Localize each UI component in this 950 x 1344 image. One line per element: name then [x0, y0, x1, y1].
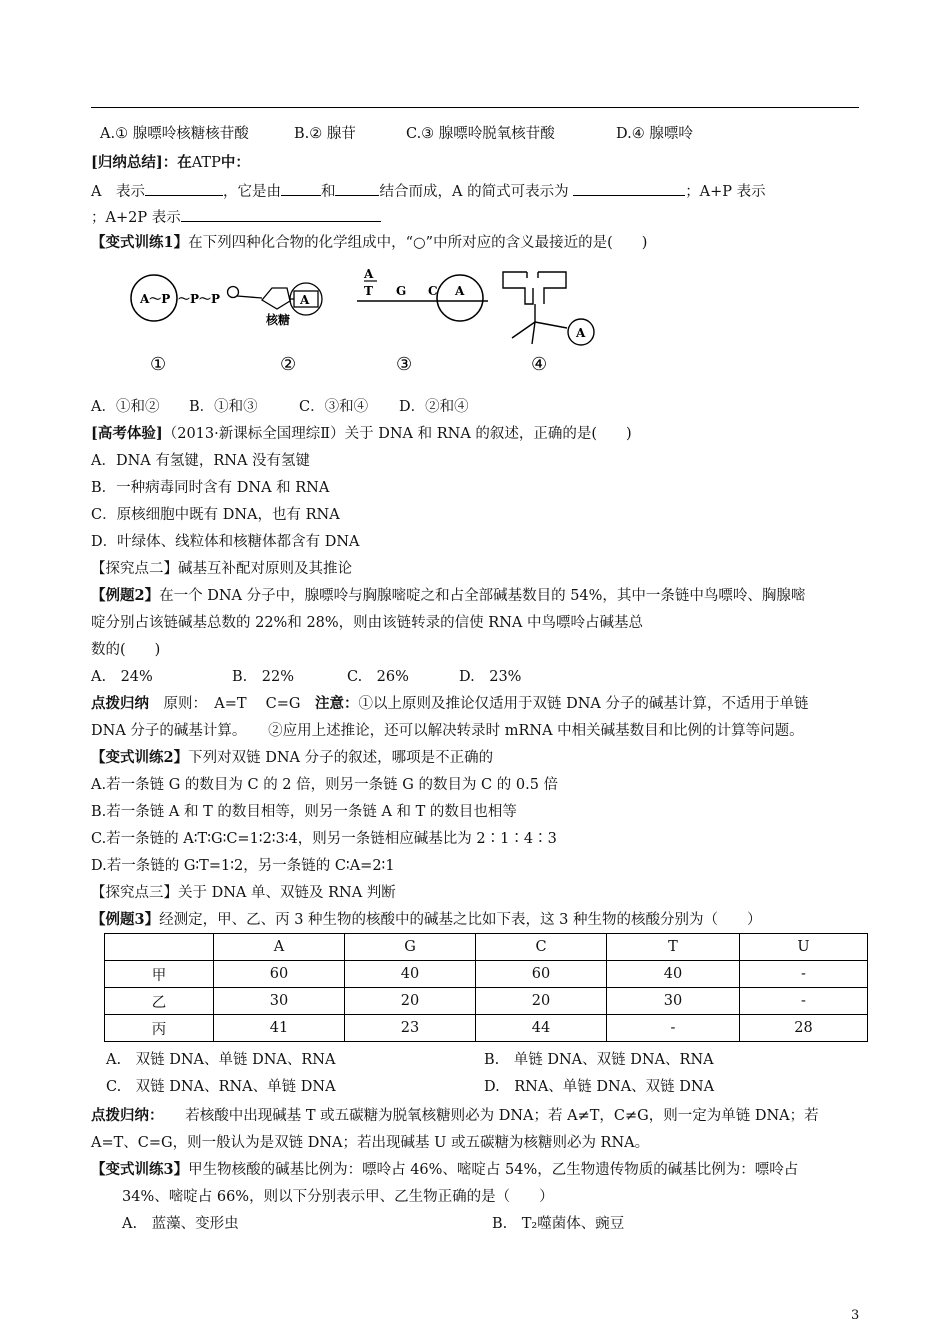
option: B．一种病毒同时含有 DNA 和 RNA — [91, 480, 330, 496]
variant-1-question: 【变式训练1】在下列四种化合物的化学组成中，“○”中所对应的含义最接近的是( ) — [91, 234, 648, 251]
figure-number: ④ — [531, 354, 548, 374]
table-cell: 20 — [345, 988, 476, 1015]
option: A．①和② — [91, 399, 160, 415]
svg-text:T: T — [364, 284, 373, 298]
svg-text:A: A — [364, 267, 374, 281]
figure-number: ① — [150, 354, 167, 374]
example-2-line: 啶分别占该链碱基总数的 22%和 28%，则由该链转录的信使 RNA 中鸟嘌呤占碱基总 — [91, 615, 643, 631]
option: D．叶绿体、线粒体和核糖体都含有 DNA — [91, 534, 360, 550]
table-cell: 30 — [214, 988, 345, 1015]
table-cell: 44 — [476, 1015, 607, 1042]
base-ratio-table — [104, 933, 868, 1042]
example-2-line: 数的( ) — [91, 642, 161, 658]
svg-text:C: C — [428, 284, 438, 298]
compound-figures — [0, 262, 950, 374]
table-row — [105, 988, 868, 1015]
top-rule — [91, 107, 859, 108]
option: D. 23% — [459, 669, 522, 685]
tip-2-line: DNA 分子的碱基计算。 ②应用上述推论，还可以解决转录时 mRNA 中相关碱基数目和比例的计算等问题。 — [91, 723, 804, 739]
table-cell: 28 — [740, 1015, 868, 1042]
option: A.若一条链 G 的数目为 C 的 2 倍，则另一条链 G 的数目为 C 的 0.5 倍 — [91, 777, 559, 793]
answer-blank[interactable] — [281, 180, 321, 196]
table-header: A — [214, 934, 345, 961]
table-header: T — [607, 934, 740, 961]
tip-3-line: 点拨归纳： 若核酸中出现碱基 T 或五碳糖为脱氧核糖则必为 DNA；若 A≠T，C≠G，则一定为单链 DNA；若 — [91, 1107, 819, 1124]
svg-text:A: A — [300, 293, 310, 307]
variant-2-question: 【变式训练2】下列对双链 DNA 分子的叙述，哪项是不正确的 — [91, 749, 494, 766]
answer-blank[interactable] — [145, 180, 223, 196]
table-cell: - — [607, 1015, 740, 1042]
table-header — [105, 934, 214, 961]
table-cell: 乙 — [105, 988, 214, 1015]
figure-2-nucleotide — [237, 283, 322, 327]
svg-text:A: A — [576, 326, 586, 340]
answer-blank[interactable] — [335, 180, 379, 196]
svg-text:～P～P: ～P～P — [178, 292, 221, 306]
table-cell: 40 — [607, 961, 740, 988]
option: D.④ 腺嘌呤 — [616, 126, 693, 142]
svg-text:G: G — [396, 284, 407, 298]
gaokao-question: [高考体验]（2013·新课标全国理综Ⅱ）关于 DNA 和 RNA 的叙述，正确的是( ) — [91, 425, 632, 442]
variant-3-question: 【变式训练3】甲生物核酸的碱基比例为：嘌呤占 46%、嘧啶占 54%，乙生物遗传物质的碱基比例为：嘌呤占 — [91, 1161, 799, 1178]
summary-heading: [归纳总结]：在ATP中： — [91, 154, 250, 171]
tip-2-line: 点拨归纳 原则： A=T C=G 注意：①以上原则及推论仅适用于双链 DNA 分子的碱基计算，不适用于单链 — [91, 695, 809, 712]
variant-1-options — [91, 397, 469, 417]
table-cell: 20 — [476, 988, 607, 1015]
table-row — [105, 961, 868, 988]
table-cell: 40 — [345, 961, 476, 988]
table-header: G — [345, 934, 476, 961]
table-header: C — [476, 934, 607, 961]
figure-number: ③ — [396, 354, 413, 374]
option: A. 24% — [91, 669, 153, 685]
variant-3-question: 34%、嘧啶占 66%，则以下分别表示甲、乙生物正确的是（ ） — [122, 1189, 554, 1205]
figure-4-trna — [503, 272, 594, 345]
table-cell: 41 — [214, 1015, 345, 1042]
example-2-options — [91, 667, 521, 687]
tip-3-line: A=T、C=G，则一般认为是双链 DNA；若出现碱基 U 或五碳糖为核糖则必为 RNA。 — [91, 1135, 650, 1151]
table-cell: 60 — [214, 961, 345, 988]
option: B.② 腺苷 — [294, 126, 356, 142]
option: A. 双链 DNA、单链 DNA、RNA — [106, 1052, 336, 1068]
table-cell: 23 — [345, 1015, 476, 1042]
option: C.若一条链的 A∶T∶G∶C=1∶2∶3∶4，则另一条链相应碱基比为 2∶1∶4∶3 — [91, 831, 557, 847]
option: C.③ 腺嘌呤脱氧核苷酸 — [406, 126, 555, 142]
svg-text:A～P: A～P — [140, 292, 171, 306]
prev-question-options — [100, 124, 693, 144]
figure-1-atp — [131, 275, 239, 321]
table-row — [105, 1015, 868, 1042]
svg-text:A: A — [455, 284, 465, 298]
option: A.① 腺嘌呤核糖核苷酸 — [100, 126, 249, 142]
option: A. 蓝藻、变形虫 — [122, 1216, 239, 1232]
option: C．原核细胞中既有 DNA，也有 RNA — [91, 507, 340, 523]
table-cell: 甲 — [105, 961, 214, 988]
figure-3-dna-strand — [357, 267, 488, 321]
option: D.若一条链的 G∶T=1∶2，另一条链的 C∶A=2∶1 — [91, 858, 395, 874]
summary-line-2: ；A+2P 表示 — [91, 206, 381, 228]
table-cell: 60 — [476, 961, 607, 988]
table-cell: - — [740, 961, 868, 988]
option: D. RNA、单链 DNA、双链 DNA — [484, 1079, 715, 1095]
table-cell: 30 — [607, 988, 740, 1015]
figure-number: ② — [280, 354, 297, 374]
option: B. T₂噬菌体、豌豆 — [492, 1216, 625, 1232]
option: C．③和④ — [299, 399, 369, 415]
option: D．②和④ — [399, 399, 469, 415]
table-header: U — [740, 934, 868, 961]
page-number: 3 — [851, 1308, 860, 1323]
table-cell: - — [740, 988, 868, 1015]
table-header-row — [105, 934, 868, 961]
option: B．①和③ — [189, 399, 258, 415]
answer-blank[interactable] — [181, 206, 381, 222]
example-3-question: 【例题3】经测定，甲、乙、丙 3 种生物的核酸中的碱基之比如下表，这 3 种生物的核酸分别为（ ） — [91, 911, 762, 928]
option: C. 26% — [347, 669, 409, 685]
option: C. 双链 DNA、RNA、单链 DNA — [106, 1079, 336, 1095]
summary-line-1: A 表示 ，它是由 和 结合而成，A 的简式可表示为 ；A+P 表示 — [91, 180, 766, 202]
option: B.若一条链 A 和 T 的数目相等，则另一条链 A 和 T 的数目也相等 — [91, 804, 517, 820]
option: A．DNA 有氢键，RNA 没有氢键 — [91, 453, 311, 469]
section-heading: 【探究点二】碱基互补配对原则及其推论 — [91, 561, 352, 577]
answer-blank[interactable] — [573, 180, 685, 196]
option: B. 22% — [232, 669, 294, 685]
section-heading: 【探究点三】关于 DNA 单、双链及 RNA 判断 — [91, 885, 396, 901]
table-cell: 丙 — [105, 1015, 214, 1042]
option: B. 单链 DNA、双链 DNA、RNA — [484, 1052, 714, 1068]
example-2-line: 【例题2】在一个 DNA 分子中，腺嘌呤与胸腺嘧啶之和占全部碱基数目的 54%，其中一条链中鸟嘌呤、胸腺嘧 — [91, 587, 806, 604]
svg-text:核糖: 核糖 — [266, 313, 291, 327]
